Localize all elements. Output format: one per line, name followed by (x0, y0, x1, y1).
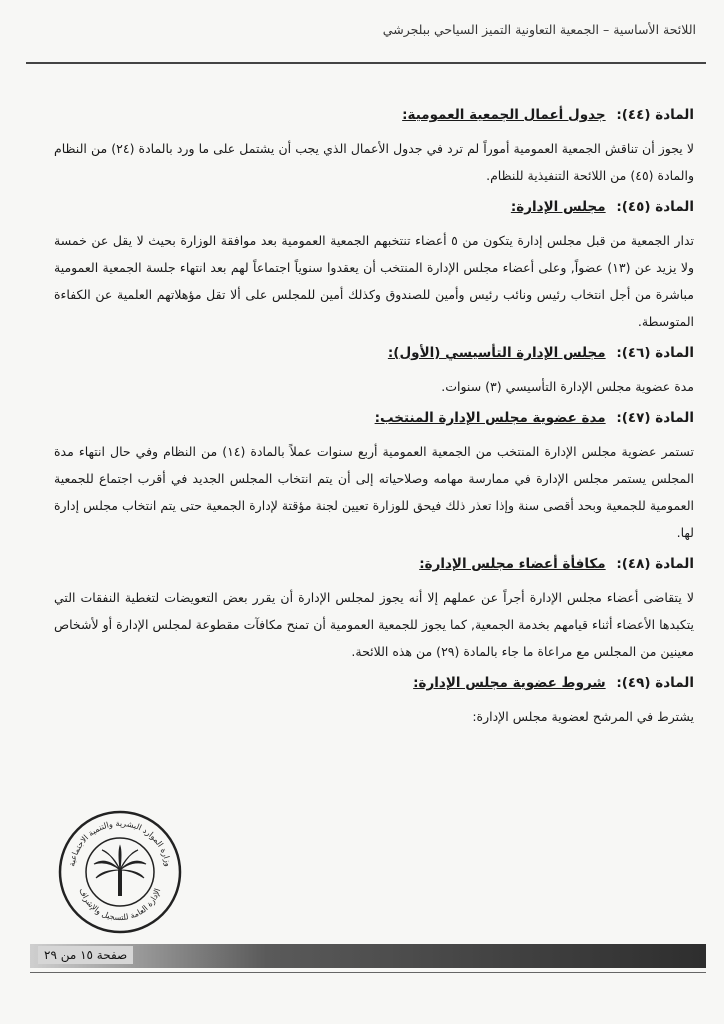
article-number: المادة (٤٨): (616, 556, 694, 572)
article-text: مدة عضوية مجلس الإدارة التأسيسي (٣) سنوات. (441, 379, 694, 394)
running-header: اللائحة الأساسية – الجمعية التعاونية التميز السياحي ببلجرشي (382, 22, 696, 37)
page-number: صفحة ١٥ من ٢٩ (38, 946, 133, 964)
article-heading (54, 406, 694, 430)
article-number: المادة (٤٧): (616, 410, 694, 426)
header-divider (26, 62, 706, 64)
article-number: المادة (٤٥): (616, 199, 694, 215)
article-44 (54, 103, 694, 189)
article-heading (54, 341, 694, 365)
article-subject: مجلس الإدارة التأسيسي (الأول): (387, 345, 606, 361)
article-subject: مدة عضوية مجلس الإدارة المنتخب: (374, 410, 606, 426)
article-text: لا يتقاضى أعضاء مجلس الإدارة أجراً عن عملهم إلا أنه يجوز لمجلس الإدارة أن يقرر بعض التعويضات لتغطية النفقات التي يتكبدها الأعضاء أثناء قيامهم بخدمة الجمعية, كما يجوز للجمعية العمومية أن تمنح مكافآت مقطوعة لمجلس الإدارة أو لأشخاص معينين من المجلس مع مراعاة ما جاء بالمادة (٢٩) من هذه اللائحة. (54, 590, 694, 659)
seal-inner-text: الإدارة العامة للتسجيل والإشراف (77, 886, 163, 923)
article-48 (54, 552, 694, 665)
seal-outer-text: وزارة الموارد البشرية والتنمية الاجتماعية (67, 818, 173, 868)
article-heading (54, 103, 694, 127)
article-subject: مكافأة أعضاء مجلس الإدارة: (419, 556, 606, 572)
article-heading (54, 552, 694, 576)
article-47 (54, 406, 694, 546)
footer-divider (30, 972, 706, 973)
article-heading (54, 671, 694, 695)
article-subject: جدول أعمال الجمعية العمومية: (402, 107, 606, 123)
article-text: لا يجوز أن تناقش الجمعية العمومية أموراً لم ترد في جدول الأعمال الذي يجب أن يشتمل على ما ورد بالمادة (٢٤) من النظام والمادة (٤٥) من اللائحة التنفيذية للنظام. (54, 141, 695, 183)
official-seal (56, 808, 184, 936)
article-heading (54, 195, 694, 219)
article-subject: مجلس الإدارة: (510, 199, 606, 215)
article-text: تستمر عضوية مجلس الإدارة المنتخب من الجمعية العمومية أربع سنوات عملاً بالمادة (١٤) من النظام وفي حال انتهاء مدة المجلس يستمر مجلس الإدارة في ممارسة مهامه وصلاحياته إلى أن يتم انتخاب المجلس الجديد في أقرب اجتماع للجمعية العمومية للجمعية وبحد أقصى سنة وإذا تعذر ذلك فيحق للوزارة تعيين لجنة مؤقتة لإدارة الجمعية حتى يتم انتخاب مجلس إدارة لها. (54, 444, 694, 540)
article-number: المادة (٤٩): (616, 675, 694, 691)
article-text: تدار الجمعية من قبل مجلس إدارة يتكون من ٥ أعضاء تنتخبهم الجمعية العمومية بعد موافقة الوزارة بحيث لا يقل عن خمسة ولا يزيد عن (١٣) عضواً, وعلى أعضاء مجلس الإدارة المنتخب أن يعقدوا سنوياً اجتماعاً لهم بعد انتهاء جلسة الجمعية العمومية مباشرة من أجل انتخاب رئيس ونائب رئيس وأمين للصندوق وكذلك أمين للمجلس على ألا تقل مؤهلاتهم العلمية عن الكفاءة المتوسطة. (54, 233, 694, 329)
palm-tree-icon (94, 846, 146, 896)
article-49 (54, 671, 694, 730)
article-45 (54, 195, 694, 335)
article-subject: شروط عضوية مجلس الإدارة: (413, 675, 606, 691)
document-body (54, 103, 694, 736)
article-number: المادة (٤٤): (616, 107, 694, 123)
article-text: يشترط في المرشح لعضوية مجلس الإدارة: (472, 709, 694, 724)
article-46 (54, 341, 694, 400)
article-number: المادة (٤٦): (616, 345, 694, 361)
